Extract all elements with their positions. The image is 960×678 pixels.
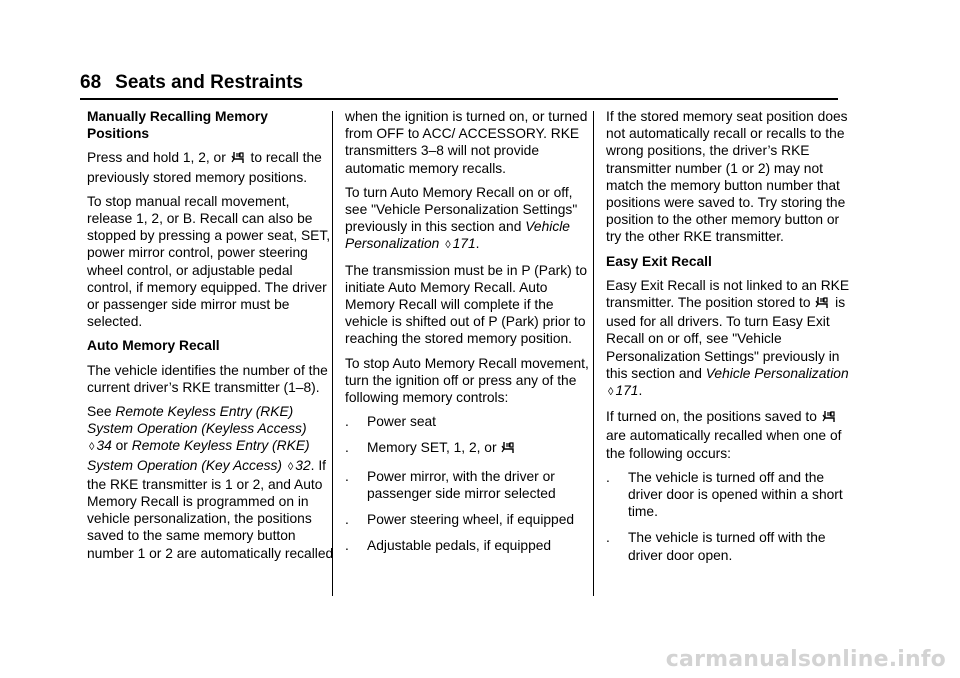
paragraph-stop-manual-recall: To stop manual recall movement, release 1, 2, or B. Recall can also be stopped by pressing a power seat, SET, power mirror control, power steering wheel control, or adjustable pedal control, if memory equipped. The driver or passenger side mirror must be selected. bbox=[87, 193, 331, 330]
paragraph-transmission-park: The transmission must be in P (Park) to initiate Auto Memory Recall. Auto Memory Recall will complete if the vehicle is shifted out of P (Park) prior to reaching the stored memory position. bbox=[345, 262, 588, 347]
page-ref-34[interactable]: 34 bbox=[96, 438, 112, 454]
list-item: . Power mirror, with the driver or passenger side mirror selected bbox=[345, 468, 556, 501]
link-vehicle-personalization[interactable]: Vehicle Personalization bbox=[705, 365, 849, 381]
seat-exit-b-icon bbox=[231, 151, 246, 168]
paragraph-press-hold: Press and hold 1, 2, or to recall the previously stored memory positions. bbox=[87, 150, 322, 185]
paragraph-stop-auto-recall: To stop Auto Memory Recall movement, turn the ignition off or press any of the following memory controls: bbox=[345, 355, 589, 406]
paragraph-if-turned-on: If turned on, the positions saved to are automatically recalled when one of the following occurs: bbox=[606, 409, 842, 461]
paragraph-identifies-transmitter: The vehicle identifies the number of the current driver’s RKE transmitter (1–8). bbox=[87, 362, 328, 395]
section-title: Seats and Restraints bbox=[115, 72, 304, 93]
paragraph-easy-exit-not-linked: Easy Exit Recall is not linked to an RKE transmitter. The position stored to is used for all drivers. To turn Easy Exit Recall on or off, see "Vehicle Personalization Settings" previously in this section and Vehicle Personalization ◊ 171. bbox=[606, 277, 850, 399]
list-item: . The vehicle is turned off with the driver door open. bbox=[606, 530, 826, 563]
watermark: carmanualsonline.info bbox=[665, 647, 946, 672]
page-ref-arrow-icon: ◊ bbox=[89, 441, 95, 454]
heading-auto-memory-recall: Auto Memory Recall bbox=[87, 338, 220, 354]
page-ref-arrow-icon: ◊ bbox=[445, 239, 451, 252]
link-vehicle-personalization[interactable]: Vehicle Personalization bbox=[345, 219, 570, 252]
column-divider-2 bbox=[593, 111, 594, 596]
seat-exit-b-icon bbox=[822, 410, 837, 427]
page-ref-32[interactable]: 32 bbox=[295, 457, 311, 473]
column-1 bbox=[87, 108, 335, 569]
page-header bbox=[80, 72, 840, 94]
page-number: 68 bbox=[80, 72, 102, 93]
page-ref-arrow-icon: ◊ bbox=[287, 460, 294, 473]
list-item: . Memory SET, 1, 2, or bbox=[345, 439, 593, 458]
list-item: . Power steering wheel, if equipped bbox=[345, 512, 575, 528]
page-ref-171[interactable]: 171 bbox=[452, 236, 476, 252]
page-ref-arrow-icon: ◊ bbox=[608, 386, 614, 399]
list-item: . Adjustable pedals, if equipped bbox=[345, 538, 552, 554]
page-ref-171[interactable]: 171 bbox=[615, 383, 639, 399]
paragraph-see-rke: See Remote Keyless Entry (RKE) System Operation (Keyless Access) ◊ 34 or Remote Keyless Entry (RKE) System Operation (Key Access) ◊ 32. If the RKE transmitter is 1 or 2, and Auto Memory Recall is programmed on in vehicle personalization, the positions saved to the same memory button number 1 or 2 are automatically recalled bbox=[87, 404, 334, 561]
heading-manual-recall: Manually Recalling Memory Positions bbox=[87, 109, 268, 142]
list-item: . Power seat bbox=[345, 414, 437, 430]
link-rke-key-access[interactable]: Remote Keyless Entry (RKE) System Operation (Key Access) bbox=[87, 438, 310, 473]
paragraph-turn-auto-recall: To turn Auto Memory Recall on or off, see "Vehicle Personalization Settings" previously in this section and Vehicle Personalization ◊ 171. bbox=[345, 184, 578, 252]
seat-exit-b-icon bbox=[815, 296, 830, 313]
seat-exit-b-icon bbox=[501, 441, 516, 458]
column-3 bbox=[606, 108, 854, 573]
link-rke-keyless-access[interactable]: Remote Keyless Entry (RKE) System Operation (Keyless Access) bbox=[87, 404, 307, 437]
header-rule bbox=[80, 98, 838, 100]
memory-controls-list bbox=[345, 413, 593, 554]
column-2 bbox=[345, 108, 593, 563]
heading-easy-exit-recall: Easy Exit Recall bbox=[606, 253, 712, 269]
paragraph-ignition-on: when the ignition is turned on, or turned from OFF to ACC/ ACCESSORY. RKE transmitters 3–8 will not provide automatic memory recalls. bbox=[345, 109, 588, 176]
list-item: . The vehicle is turned off and the driver door is opened within a short time. bbox=[606, 469, 843, 520]
easy-exit-conditions-list bbox=[606, 469, 854, 564]
paragraph-stored-position-mismatch: If the stored memory seat position does not automatically recall or recalls to the wrong positions, the driver’s RKE transmitter number (1 or 2) may not match the memory button number that positions were saved to. Try storing the position to the other memory button or try the other RKE transmitter. bbox=[606, 109, 848, 245]
